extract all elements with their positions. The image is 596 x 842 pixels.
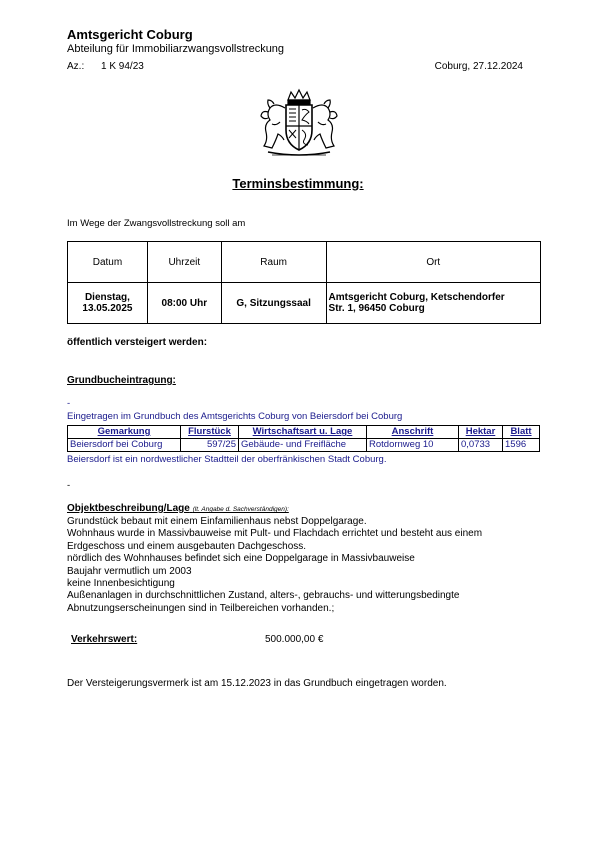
cell-gemarkung: Beiersdorf bei Coburg (68, 439, 181, 452)
description-line: Grundstück bebaut mit einem Einfamilienhaus nebst Doppelgarage. (67, 516, 367, 527)
description-line: Wohnhaus wurde in Massivbauweise mit Pult- und Flachdach errichtet und besteht aus einem (67, 528, 483, 540)
header-place: Ort (326, 242, 540, 283)
header-room: Raum (221, 242, 326, 283)
description-heading-note: (lt. Angabe d. Sachverständigen): (192, 506, 289, 513)
header-blatt: Blatt (503, 426, 540, 439)
grundbuch-table (67, 425, 540, 452)
description-line: Baujahr vermutlich um 2003 (67, 565, 192, 577)
cell-blatt: 1596 (503, 439, 540, 452)
grundbuch-heading: Grundbucheintragung: (67, 375, 176, 386)
appointment-place (326, 283, 540, 324)
public-auction-text: öffentlich versteigert werden: (67, 337, 208, 348)
cell-hektar: 0,0733 (459, 439, 503, 452)
header-flurstueck: Flurstück (181, 426, 239, 439)
description-heading-text: Objektbeschreibung/Lage (67, 503, 190, 514)
description-line: Erdgeschoss und einem ausgebauten Dachgeschoss. (67, 540, 307, 552)
place-date: Coburg, 27.12.2024 (434, 61, 523, 72)
case-number-label: Az.: (67, 61, 85, 72)
place-line-1: Amtsgericht Coburg, Ketschendorfer (328, 292, 505, 303)
cell-wirtschaftsart: Gebäude- und Freifläche (239, 439, 367, 452)
document-title: Terminsbestimmung: (232, 176, 364, 191)
case-number: 1 K 94/23 (101, 61, 144, 72)
appointment-room: G, Sitzungssaal (221, 283, 326, 324)
bavarian-coat-of-arms-icon (258, 88, 340, 160)
header-anschrift: Anschrift (367, 426, 459, 439)
appointment-table-row (68, 283, 541, 324)
market-value-label: Verkehrswert: (71, 634, 138, 645)
grundbuch-dash: - (67, 398, 71, 409)
header-time: Uhrzeit (147, 242, 221, 283)
description-line: Außenanlagen in durchschnittlichen Zustand, alters-, gebrauchs- und witterungsbedingte (67, 590, 460, 602)
department: Abteilung für Immobiliarzwangsvollstreckung (67, 43, 285, 55)
intro-text: Im Wege der Zwangsvollstreckung soll am (67, 218, 246, 229)
header-date: Datum (68, 242, 148, 283)
description-line: Abnutzungserscheinungen sind in Teilbereichen vorhanden.; (67, 602, 335, 614)
appointment-time: 08:00 Uhr (147, 283, 221, 324)
appointment-table-header (68, 242, 541, 283)
appointment-date (68, 283, 148, 324)
description-heading (67, 503, 289, 514)
description-line: keine Innenbesichtigung (67, 578, 175, 590)
description-line: nördlich des Wohnhauses befindet sich eine Doppelgarage in Massivbauweise (67, 553, 415, 565)
appointment-table (67, 241, 541, 324)
court-name: Amtsgericht Coburg (67, 27, 193, 42)
registration-note: Der Versteigerungsvermerk ist am 15.12.2023 in das Grundbuch eingetragen worden. (67, 678, 447, 689)
header-gemarkung: Gemarkung (68, 426, 181, 439)
grundbuch-intro: Eingetragen im Grundbuch des Amtsgerichts Coburg von Beiersdorf bei Coburg (67, 411, 403, 422)
cell-anschrift: Rotdornweg 10 (367, 439, 459, 452)
table-row (68, 439, 540, 452)
date-value: 13.05.2025 (82, 303, 133, 314)
description-body (67, 516, 482, 615)
date-weekday: Dienstag, (84, 292, 130, 303)
header-hektar: Hektar (459, 426, 503, 439)
description-dash: - (67, 480, 71, 491)
market-value: 500.000,00 € (265, 634, 324, 645)
place-line-2: Str. 1, 96450 Coburg (328, 303, 425, 314)
grundbuch-table-header (68, 426, 540, 439)
cell-flurstueck: 597/25 (181, 439, 239, 452)
grundbuch-note: Beiersdorf ist ein nordwestlicher Stadtteil der oberfränkischen Stadt Coburg. (67, 454, 387, 465)
header-wirtschaftsart: Wirtschaftsart u. Lage (239, 426, 367, 439)
